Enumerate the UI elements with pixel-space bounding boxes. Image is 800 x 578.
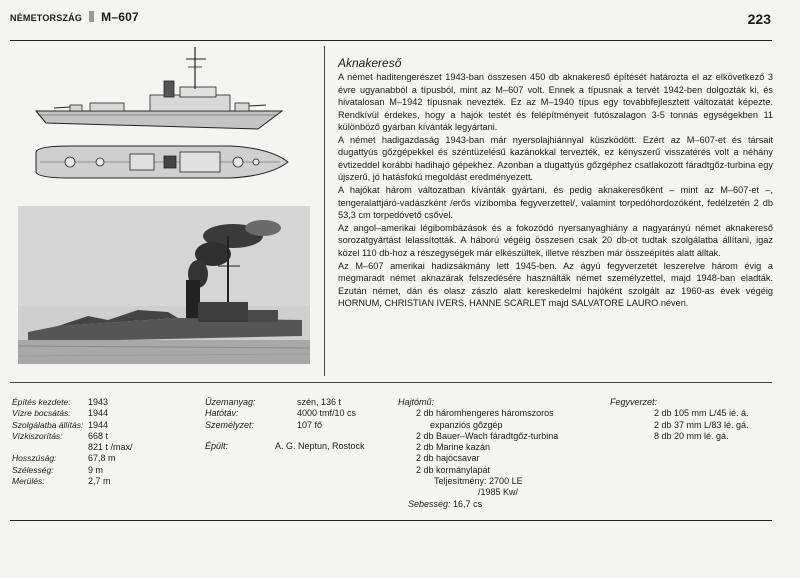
armament-item: 2 db 105 mm L/45 ié. á. bbox=[654, 408, 749, 419]
spec-label: Merülés: bbox=[12, 476, 45, 487]
power-value: 2700 LE bbox=[489, 476, 523, 487]
section-title: Aknakereső bbox=[338, 56, 402, 70]
header-country: NÉMETORSZÁG bbox=[10, 13, 83, 23]
spec-row bbox=[12, 431, 133, 442]
spec-label: Építés kezdete: bbox=[12, 397, 71, 407]
spec-value: 9 m bbox=[88, 464, 104, 475]
paragraph: Az angol–amerikai légibombázások és a fokozódó nyersanyaghiány a nagyarányú német aknakereső sorozatgyártást lelassították. A háború végéig összesen csak 20 db-ot tudtak szolgálatba állítani, igaz közel 110 db-hoz a részegységek már elkészültek, illetve részben már összeépítés alatt álltak. bbox=[338, 223, 773, 258]
spec-row bbox=[12, 476, 133, 487]
spec-label: Hosszúság: bbox=[12, 453, 57, 464]
specs-operations bbox=[205, 397, 365, 452]
top-rule bbox=[10, 40, 772, 41]
description bbox=[338, 57, 773, 310]
column-divider bbox=[324, 46, 325, 376]
armament-label: Fegyverzet: bbox=[610, 397, 658, 407]
ship-photograph bbox=[18, 206, 310, 364]
spec-value: 4000 tmf/10 cs bbox=[297, 408, 357, 419]
spec-value: 821 t /max/ bbox=[88, 442, 133, 453]
propulsion-item: 2 db kormánylapát bbox=[416, 464, 491, 475]
built-value: A. G. Neptun, Rostock bbox=[275, 440, 365, 451]
speed-label: Sebesség: bbox=[408, 498, 451, 509]
propulsion-item: 2 db hajócsavar bbox=[416, 453, 480, 464]
header-separator bbox=[89, 11, 94, 22]
spec-label: Vízkiszorítás: bbox=[12, 430, 63, 441]
page-number: 223 bbox=[747, 11, 771, 27]
spec-label: Személyzet: bbox=[205, 419, 255, 430]
spec-row bbox=[12, 397, 133, 408]
armament-item: 8 db 20 mm lé. gá. bbox=[654, 430, 729, 441]
built-label: Épült: bbox=[205, 440, 229, 451]
spec-row bbox=[12, 453, 133, 464]
speed-value: 16,7 cs bbox=[453, 498, 483, 509]
armament-item: 2 db 37 mm L/83 lé. gá. bbox=[654, 419, 749, 430]
power-label: Teljesítmény: bbox=[434, 476, 487, 487]
spec-value: 67,8 m bbox=[88, 453, 116, 464]
power-value-kw: /1985 Kw/ bbox=[478, 487, 519, 498]
spec-label: Szolgálatba állítás: bbox=[12, 419, 84, 430]
specs-basic bbox=[12, 397, 133, 487]
propulsion-item: expanziós gőzgép bbox=[430, 419, 503, 430]
ship-side-profile bbox=[30, 45, 292, 137]
spec-row bbox=[205, 408, 365, 419]
spec-value: 107 fő bbox=[297, 419, 323, 430]
spec-row bbox=[205, 441, 365, 452]
ship-top-view bbox=[30, 142, 292, 182]
propulsion-item: 2 db háromhengeres háromszoros bbox=[416, 408, 554, 419]
spec-label: Hatótáv: bbox=[205, 408, 239, 419]
paragraph: A német haditengerészet 1943-ban összesen 450 db aknakereső építését határozta el az elkövetkező 3 évre ugyanabból a típusból, mint az M–607 volt. Ennek a típusnak a tervét 1942-ben dolgozták ki, és hivatalosan M–1942 típusnak nevezték. Ez az M–1940 típus egy továbbfejlesztett változatát képezte. Rendkívül érdekes, hogy a hajók testét és felépítményeit futószalagon 3-5 tonnás egységekben 11 különböző gyárban kívánták legyártani. bbox=[338, 72, 773, 133]
spec-row bbox=[12, 408, 133, 419]
spec-rule bbox=[10, 382, 772, 383]
spec-row bbox=[205, 397, 365, 408]
spec-row bbox=[12, 420, 133, 431]
propulsion-item: 2 db Marine kazán bbox=[416, 442, 491, 453]
propulsion-label: Hajtómű: bbox=[398, 397, 435, 407]
specs-armament bbox=[610, 397, 780, 442]
spec-value: 668 t bbox=[88, 430, 109, 441]
spec-label: Szélesség: bbox=[12, 464, 54, 475]
spec-label: Vízre bocsátás: bbox=[12, 408, 71, 419]
propulsion-item: 2 db Bauer–Wach fáradtgőz-turbina bbox=[416, 430, 559, 441]
bottom-rule bbox=[10, 520, 772, 521]
spec-value: 1944 bbox=[88, 419, 109, 430]
spec-label bbox=[12, 442, 88, 453]
spec-row bbox=[205, 420, 365, 431]
spec-label: Üzemanyag: bbox=[205, 397, 256, 407]
specs-propulsion bbox=[398, 397, 584, 510]
spec-value: 1943 bbox=[88, 397, 109, 407]
spec-value: 2,7 m bbox=[88, 476, 111, 487]
spec-value: szén, 136 t bbox=[297, 397, 342, 407]
paragraph: A német hadigazdaság 1943-ban már nyersolajhiánnyal küszködött. Ezért az M–607-et és társait dugattyús gőzgépekkel és széntüzelésű kazánokkal tervezték, ez kényszerű visszatérés volt a néhány évtizeddel korábbi hadihajó gépekhez. Azonban a dugattyús gőzgéphez csatlakozott fáradtgőz-turbina egy újszerű, jó hatásfokú megoldást eredményezett. bbox=[338, 135, 773, 183]
spec-row bbox=[12, 442, 133, 453]
page-header bbox=[10, 10, 139, 24]
paragraph: A hajókat három változatban kívánták gyártani, és pedig aknakeresőként – mint az M–607-et –, tengeralattjáró-vadászként /erős vízibomba fegyverzettel/, valamint torpedóhordozóként, fedélzetén 2 db 53,3 cm torpedóvető csővel. bbox=[338, 185, 773, 221]
header-ship: M–607 bbox=[101, 10, 139, 24]
paragraph: Az M–607 amerikai hadizsákmány lett 1945-ben. Az ágyú fegyverzetét leszerelve három évig a megmaradt német aknazárak felszedésére használták német személyzettel, majd 1948-ban eladták. Ezután német, dán és olasz zászló alatt kereskedelmi hajóként szolgált az 1960-as évek végéig HORNUM, CHRISTIAN IVERS, HANNE SCARLET majd SALVATORE LAURO néven. bbox=[338, 260, 773, 309]
spec-row bbox=[12, 465, 133, 476]
spec-value: 1944 bbox=[88, 408, 109, 419]
